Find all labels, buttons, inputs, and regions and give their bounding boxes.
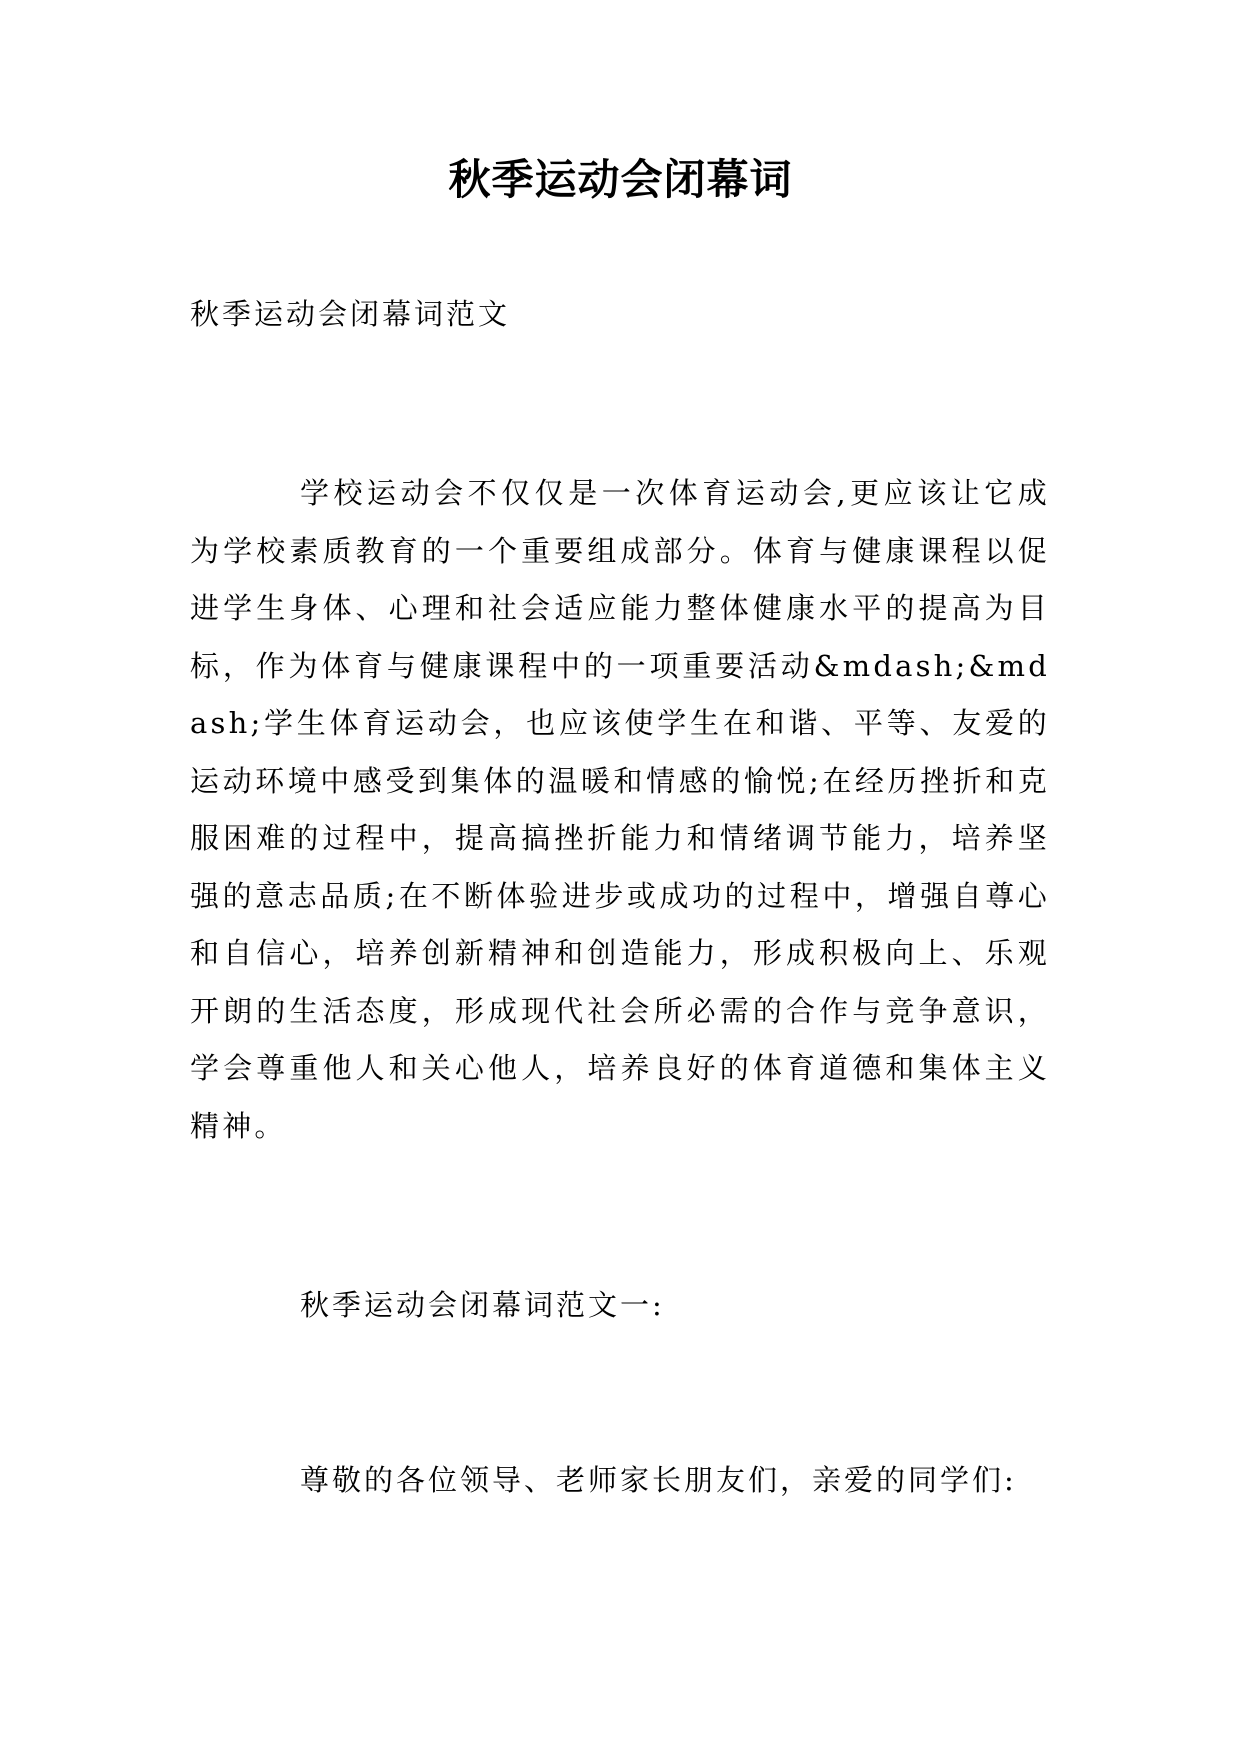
body-paragraph: 学校运动会不仅仅是一次体育运动会,更应该让它成为学校素质教育的一个重要组成部分。体育与健康课程以促进学生身体、心理和社会适应能力整体健康水平的提高为目标，作为体育与健康课程中的一项重要活动&mdash;&mdash;学生体育运动会，也应该使学生在和谐、平等、友爱的运动环境中感受到集体的温暖和情感的愉悦;在经历挫折和克服困难的过程中，提高搞挫折能力和情绪调节能力，培养坚强的意志品质;在不断体验进步或成功的过程中，增强自尊心和自信心，培养创新精神和创造能力，形成积极向上、乐观开朗的生活态度，形成现代社会所必需的合作与竞争意识，学会尊重他人和关心他人，培养良好的体育道德和集体主义精神。 xyxy=(190,476,1050,1143)
document-title: 秋季运动会闭幕词 xyxy=(448,155,793,204)
document-subtitle: 秋季运动会闭幕词范文 xyxy=(190,297,511,331)
greeting-line: 尊敬的各位领导、老师家长朋友们，亲爱的同学们: xyxy=(300,1463,1017,1497)
section-heading: 秋季运动会闭幕词范文一: xyxy=(300,1288,665,1322)
